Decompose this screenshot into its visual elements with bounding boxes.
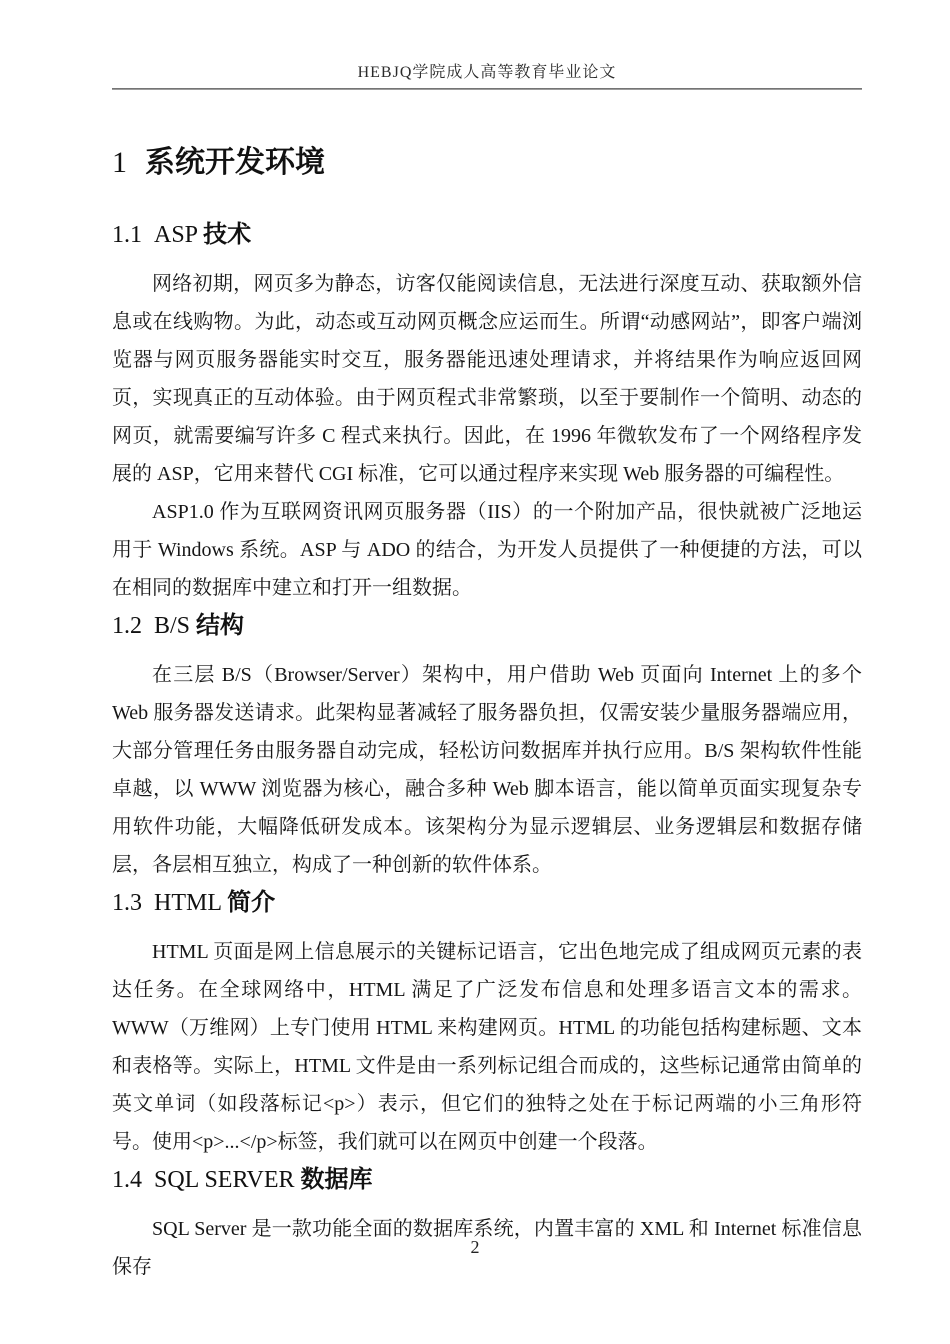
chapter-title: 系统开发环境 [145,145,325,180]
page-header [112,0,862,90]
section-asp [112,216,862,607]
paragraph: ASP1.0 作为互联网资讯网页服务器（IIS）的一个附加产品，很快就被广泛地运用于 Windows 系统。ASP 与 ADO 的结合，为开发人员提供了一种便捷的方法，可以在相同的数据库中建立和打开一组数据。 [112,501,862,599]
section-heading-1-1 [112,216,862,253]
document-body [112,143,862,1286]
section-heading-1-4 [112,1161,862,1198]
chapter-heading [112,143,862,183]
section-heading-1-3 [112,884,862,921]
section-title: B/S 结构 [154,611,245,639]
section-title: HTML 简介 [154,888,276,916]
header-divider [112,88,862,90]
section-html [112,884,862,1161]
section-number: 1.1 [112,222,142,248]
section-number: 1.4 [112,1167,142,1193]
paragraph: 网络初期，网页多为静态，访客仅能阅读信息，无法进行深度互动、获取额外信息或在线购物。为此，动态或互动网页概念应运而生。所谓“动感网站”，即客户端浏览器与网页服务器能实时交互，服务器能迅速处理请求，并将结果作为响应返回网页，实现真正的互动体验。由于网页程式非常繁琐，以至于要制作一个简明、动态的网页，就需要编写许多 C 程式来执行。因此，在 1996 年微软发布了一个网络程序发展的 ASP，它用来替代 CGI 标准，它可以通过程序来实现 Web 服务器的可编程性。 [112,273,862,485]
header-title: HEBJQ学院成人高等教育毕业论文 [357,64,617,81]
paragraph: SQL Server 是一款功能全面的数据库系统，内置丰富的 XML 和 Internet 标准信息保存 [112,1218,862,1278]
paragraph: 在三层 B/S（Browser/Server）架构中，用户借助 Web 页面向 Internet 上的多个 Web 服务器发送请求。此架构显著减轻了服务器负担，仅需安装少量服务器端应用，大部分管理任务由服务器自动完成，轻松访问数据库并执行应用。B/S 架构软件性能卓越，以 WWW 浏览器为核心，融合多种 Web 脚本语言，能以简单页面实现复杂专用软件功能，大幅降低研发成本。该架构分为显示逻辑层、业务逻辑层和数据存储层，各层相互独立，构成了一种创新的软件体系。 [112,664,862,876]
section-bs [112,607,862,884]
section-heading-1-2 [112,607,862,644]
section-number: 1.2 [112,613,142,639]
chapter-number: 1 [112,146,127,179]
section-title: ASP 技术 [154,220,252,248]
paragraph: HTML 页面是网上信息展示的关键标记语言，它出色地完成了组成网页元素的表达任务。在全球网络中，HTML 满足了广泛发布信息和处理多语言文本的需求。WWW（万维网）上专门使用 HTML 来构建网页。HTML 的功能包括构建标题、文本和表格等。实际上，HTML 文件是由一系列标记组合而成的，这些标记通常由简单的英文单词（如段落标记<p>）表示，但它们的独特之处在于标记两端的小三角形符号。使用<p>...</p>标签，我们就可以在网页中创建一个段落。 [112,941,862,1153]
section-title: SQL SERVER 数据库 [154,1165,373,1193]
section-sqlserver [112,1161,862,1286]
section-number: 1.3 [112,890,142,916]
page-number: 2 [470,1237,480,1257]
